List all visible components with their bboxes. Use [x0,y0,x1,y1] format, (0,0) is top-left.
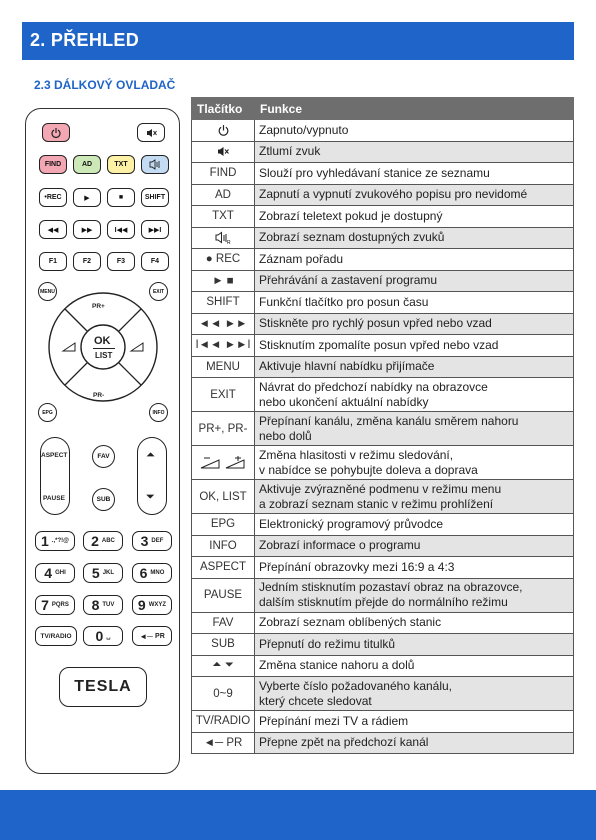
forward-button: ▶▶ [73,220,101,239]
function-cell [255,270,574,292]
button-cell [192,378,255,412]
epg-button: EPG [38,403,57,422]
table-row [192,535,574,557]
function-text: Přehrávání a zastavení programu [259,273,438,288]
function-cell [255,732,574,754]
ok-label: OK [94,335,111,347]
function-text-line2: nebo ukončení aktuální nabídky [259,394,429,409]
mute-button [137,123,165,142]
col-header-key: Tlačítko [192,98,255,120]
button-label: AD [215,188,231,201]
button-label: I◄◄ ►►I [195,339,251,352]
table-row [192,270,574,292]
function-cell [255,335,574,357]
button-cell [192,535,255,557]
button-label: ASPECT [199,561,246,574]
number-key-digit: 1 [41,533,49,549]
button-cell [192,412,255,446]
button-cell [192,634,255,656]
button-cell [192,120,255,142]
function-cell [255,514,574,536]
button-label: FAV [212,616,234,629]
header-bar [22,22,574,60]
button-label: ► ■ [212,274,234,287]
table-row [192,163,574,185]
function-cell [255,206,574,228]
exit-button: EXIT [149,282,168,301]
function-text: Změna stanice nahoru a dolů [259,658,415,673]
number-key-digit: 7 [41,597,49,613]
channel-up-icon: ⏶ [146,449,155,461]
function-cell [255,612,574,634]
button-cell [192,732,255,754]
button-cell [192,141,255,163]
function-text: Stisknutím zpomalíte posun vpřed nebo vzad [259,337,499,352]
pr-minus-label: PR- [93,392,105,399]
remote-illustration [25,108,180,774]
ok-divider [93,348,115,349]
button-cell [192,578,255,612]
number-key-letters: WXYZ [148,602,167,608]
function-text: Přepnutí do režimu titulků [259,636,396,651]
button-label: MENU [206,360,240,373]
table-row [192,711,574,733]
function-cell [255,141,574,163]
number-key-letters: JKL [102,570,115,576]
table-row [192,446,574,480]
number-key-letters: TUV [102,602,115,608]
pr-plus-label: PR+ [92,303,105,310]
button-label: 0~9 [213,687,233,700]
function-cell [255,227,574,249]
function-cell [255,292,574,314]
function-text-line2: který chcete sledovat [259,693,372,708]
slow-back-button: I◀◀ [107,220,135,239]
button-label: SHIFT [206,296,240,309]
function-cell [255,535,574,557]
col-header-function: Funkce [255,98,574,120]
list-label: LIST [95,351,113,360]
number-key-letters: GHI [55,570,66,576]
number-key-digit: 6 [139,565,148,581]
table-row [192,292,574,314]
button-cell [192,356,255,378]
volume-icon [199,457,247,469]
function-text: Zobrazí teletext pokud je dostupný [259,208,443,223]
channel-down-icon: ⏷ [146,491,155,503]
button-label: ⏶ ⏷ [212,659,234,672]
table-row [192,227,574,249]
stop-button: ■ [107,188,135,207]
number-key-digit: 3 [140,533,149,549]
button-cell [192,677,255,711]
button-cell [192,292,255,314]
function-cell [255,557,574,579]
f3-button: F3 [107,252,135,271]
button-label: INFO [209,539,237,552]
tesla-logo: TESLA [59,667,147,707]
button-cell [192,655,255,677]
table-row [192,184,574,206]
function-cell [255,120,574,142]
function-cell [255,711,574,733]
function-text: Přepínání mezi TV a rádiem [259,713,409,728]
ad-button: AD [73,155,101,174]
button-label: PR+, PR- [198,422,248,435]
rec-button: •REC [39,188,67,207]
button-label: EXIT [210,388,236,401]
power-icon [50,127,62,139]
table-row [192,514,574,536]
button-cell [192,184,255,206]
audio-icon [149,159,162,170]
function-cell [255,313,574,335]
function-cell [255,249,574,271]
section-title: 2.3 DÁLKOVÝ OVLADAČ [34,78,176,92]
number-key-9 [132,595,172,615]
function-cell [255,634,574,656]
button-cell [192,206,255,228]
function-text: Zapnutí a vypnutí zvukového popisu pro nevidomé [259,187,528,202]
table-row [192,206,574,228]
number-key-letters: MNO [150,570,165,576]
function-text-line2: dalším stisknutím přejde do normálního režimu [259,595,508,609]
number-key-2 [83,531,123,551]
audio-button [141,155,169,174]
number-key-digit: 0 [95,628,104,644]
function-text-line2: v nabídce se pohybujte doleva a doprava [259,462,478,477]
function-text: Zapnuto/vypnuto [259,122,349,137]
number-key-digit: 2 [91,533,99,549]
function-text: Slouží pro vyhledávaní stanice ze seznamu [259,165,490,180]
txt-button: TXT [107,155,135,174]
table-row [192,557,574,579]
number-key-digit: 9 [137,597,146,613]
table-row [192,356,574,378]
function-cell [255,378,574,412]
function-text: Zobrazí seznam oblíbených stanic [259,615,442,630]
find-button: FIND [39,155,67,174]
table-row [192,677,574,711]
table-row [192,732,574,754]
function-cell [255,356,574,378]
fav-button: FAV [92,445,115,468]
function-text: Přepne zpět na předchozí kanál [259,735,429,750]
footer-bar [0,790,596,840]
button-label: PAUSE [203,589,243,601]
button-cell [192,270,255,292]
number-key-letters: DEF [151,538,164,544]
function-text: Zobrazí seznam dostupných zvuků [259,230,445,245]
number-key-digit: 5 [91,565,100,581]
function-text: Návrat do předchozí nabídky na obrazovce [259,379,488,394]
aspect-label: ASPECT [41,452,68,459]
button-cell [192,711,255,733]
button-label: FIND [209,167,237,180]
function-text: Zobrazí informace o programu [259,538,421,553]
function-text: Ztlumí zvuk [259,144,321,159]
function-cell [255,655,574,677]
f1-button: F1 [39,252,67,271]
function-text: Aktivuje zvýrazněné podmenu v režimu menu [259,481,502,496]
function-text: Přepínání obrazovky mezi 16:9 a 4:3 [259,559,455,574]
table-row [192,412,574,446]
number-key-1 [35,531,75,551]
table-row [192,120,574,142]
button-cell [192,335,255,357]
table-row [192,612,574,634]
svg-text:R: R [227,239,231,245]
mute-icon [145,127,157,139]
button-cell [192,480,255,514]
function-text: Aktivuje hlavní nabídku přijímače [259,359,435,374]
power-icon [217,124,230,136]
back-pr-button: ◄─ PR [132,626,172,646]
function-text: Záznam pořadu [259,251,344,266]
info-button: INFO [149,403,168,422]
number-key-digit: 4 [44,565,53,581]
function-text: Přepínaní kanálu, změna kanálu směrem nahoru [259,413,519,428]
button-label: TV/RADIO [195,715,251,728]
number-key-5 [83,563,123,583]
tvradio-button: TV/RADIO [35,626,77,646]
table-row [192,578,574,612]
table-row [192,141,574,163]
function-text: Stiskněte pro rychlý posun vpřed nebo vzad [259,316,492,331]
function-text-line2: nebo dolů [259,428,312,443]
number-key-3 [132,531,172,551]
number-key-letters: .,*?!@ [51,538,69,544]
button-cell [192,612,255,634]
number-key-4 [35,563,75,583]
table-row [192,249,574,271]
function-text: Jedním stisknutím pozastaví obraz na obrazovce, [259,580,523,594]
table-row [192,634,574,656]
rewind-button: ◀◀ [39,220,67,239]
button-label: EPG [210,518,236,531]
number-key-letters: PQRS [51,602,69,608]
button-label: SUB [211,638,235,651]
table-row [192,655,574,677]
f2-button: F2 [73,252,101,271]
function-cell [255,412,574,446]
power-button [42,123,70,142]
number-key-0 [83,626,123,646]
shift-button: SHIFT [141,188,169,207]
number-key-6 [132,563,172,583]
function-text-line2: a zobrazí seznam stanic v režimu prohlížení [259,496,494,511]
number-key-8 [83,595,123,615]
page-title: 2. PŘEHLED [30,30,140,50]
button-label: ◄◄ ►► [198,317,248,330]
button-cell [192,249,255,271]
number-key-letters: ␣ [106,633,111,640]
button-cell [192,557,255,579]
button-cell [192,446,255,480]
sub-button: SUB [92,488,115,511]
button-cell [192,227,255,249]
button-cell [192,163,255,185]
table-row [192,335,574,357]
function-table [191,97,574,754]
number-key-7 [35,595,75,615]
function-text: Změna hlasitosti v režimu sledování, [259,447,454,462]
table-row [192,480,574,514]
function-cell [255,677,574,711]
button-label: TXT [212,210,234,223]
slow-forward-button: ▶▶I [141,220,169,239]
button-label: ◄─ PR [203,736,243,749]
function-cell [255,184,574,206]
button-label: ● REC [205,253,241,266]
button-cell [192,313,255,335]
mute-icon [216,146,230,158]
function-cell [255,163,574,185]
function-cell [255,446,574,480]
play-button: ▶ [73,188,101,207]
button-label: OK, LIST [199,490,247,503]
table-row [192,313,574,335]
f4-button: F4 [141,252,169,271]
aspect-pause-rocker [40,437,70,515]
function-text: Funkční tlačítko pro posun času [259,294,429,309]
function-cell [255,578,574,612]
function-text: Elektronický programový průvodce [259,516,444,531]
table-row [192,378,574,412]
number-key-digit: 8 [91,597,100,613]
menu-button: MENU [38,282,57,301]
button-cell [192,514,255,536]
audio-icon [215,232,231,244]
number-key-letters: ABC [101,538,115,544]
pause-label: PAUSE [43,495,65,502]
function-text: Vyberte číslo požadovaného kanálu, [259,678,453,693]
function-cell [255,480,574,514]
